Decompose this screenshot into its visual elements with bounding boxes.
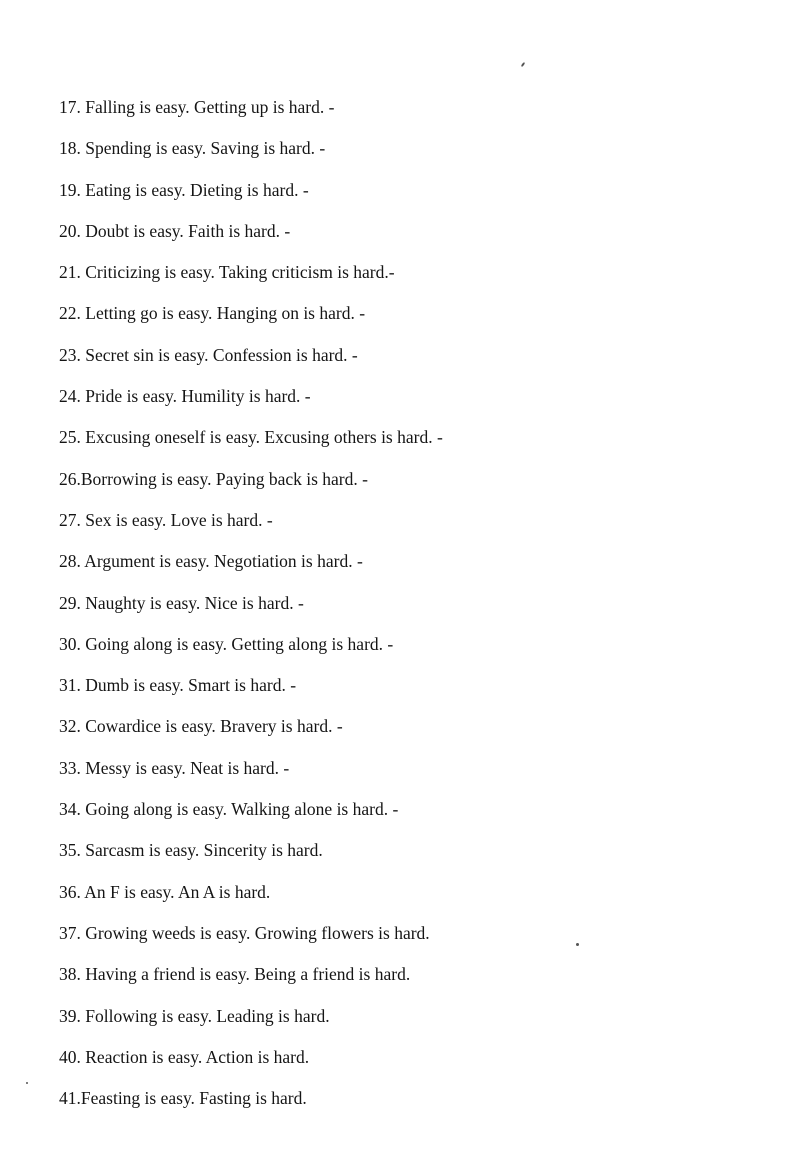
scan-speck — [576, 943, 579, 946]
list-item: 36. An F is easy. An A is hard. — [59, 881, 271, 902]
list-item: 37. Growing weeds is easy. Growing flowers is hard. — [59, 922, 430, 943]
list-item: 34. Going along is easy. Walking alone is hard. - — [59, 799, 399, 820]
list-item: 29. Naughty is easy. Nice is hard. - — [59, 592, 304, 613]
list-item: 26.Borrowing is easy. Paying back is hard. - — [59, 468, 368, 489]
list-item: 23. Secret sin is easy. Confession is hard. - — [59, 344, 358, 365]
list-item: 18. Spending is easy. Saving is hard. - — [59, 138, 326, 159]
list-item: 22. Letting go is easy. Hanging on is hard. - — [59, 303, 366, 324]
list-item: 27. Sex is easy. Love is hard. - — [59, 509, 273, 530]
list-item: 25. Excusing oneself is easy. Excusing others is hard. - — [59, 427, 443, 448]
list-item: 40. Reaction is easy. Action is hard. — [59, 1046, 310, 1067]
list-item: 35. Sarcasm is easy. Sincerity is hard. — [59, 840, 323, 861]
scan-speck — [521, 62, 526, 67]
list-item: 21. Criticizing is easy. Taking criticism is hard.- — [59, 262, 395, 283]
list-item: 33. Messy is easy. Neat is hard. - — [59, 757, 290, 778]
list-item: 28. Argument is easy. Negotiation is hard. - — [59, 551, 363, 572]
list-item: 19. Eating is easy. Dieting is hard. - — [59, 179, 309, 200]
easy-hard-list — [59, 93, 443, 1125]
list-item: 17. Falling is easy. Getting up is hard. - — [59, 97, 335, 117]
scan-speck — [26, 1082, 28, 1084]
list-item: 39. Following is easy. Leading is hard. — [59, 1005, 330, 1026]
list-item: 20. Doubt is easy. Faith is hard. - — [59, 220, 291, 241]
list-item: 38. Having a friend is easy. Being a friend is hard. — [59, 964, 411, 985]
list-item: 32. Cowardice is easy. Bravery is hard. - — [59, 716, 343, 737]
list-item: 31. Dumb is easy. Smart is hard. - — [59, 675, 297, 696]
list-item: 30. Going along is easy. Getting along is hard. - — [59, 633, 394, 654]
list-item: 41.Feasting is easy. Fasting is hard. — [59, 1088, 307, 1109]
list-item: 24. Pride is easy. Humility is hard. - — [59, 386, 311, 407]
